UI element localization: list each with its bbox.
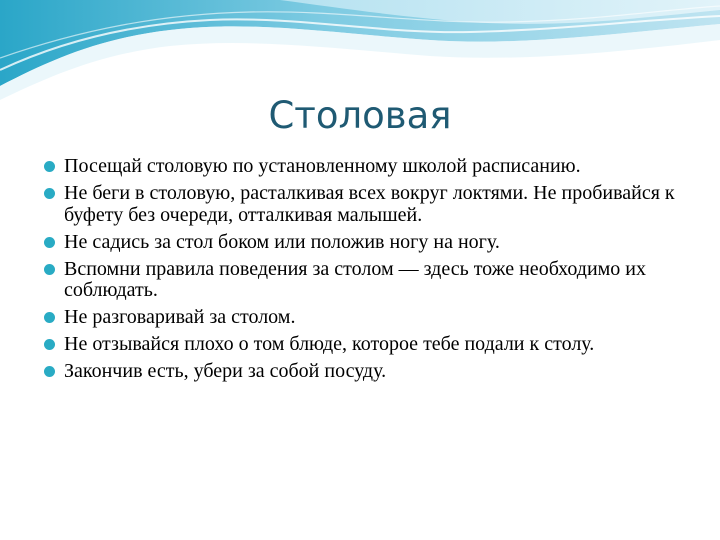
bullet-dot-icon [44,237,55,248]
bullet-dot-icon [44,366,55,377]
list-item [44,156,684,178]
list-item [44,307,684,329]
list-item [44,361,684,383]
slide-title: Столовая [268,94,452,137]
bullet-dot-icon [44,339,55,350]
bullet-dot-icon [44,312,55,323]
bullet-dot-icon [44,188,55,199]
bullet-list [44,156,684,388]
list-item [44,232,684,254]
list-item [44,183,684,226]
list-item-text: Не беги в столовую, расталкивая всех вокруг локтями. Не пробивайся к буфету без очереди, отталкивая малышей. [64,182,675,226]
list-item [44,259,684,302]
list-item-text: Не садись за стол боком или положив ногу на ногу. [64,230,500,253]
list-item-text: Закончив есть, убери за собой посуду. [64,360,387,382]
bullet-dot-icon [44,264,55,275]
list-item-text: Не разговаривай за столом. [64,306,296,328]
list-item-text: Не отзывайся плохо о том блюде, которое тебе подали к столу. [64,333,595,355]
bullet-dot-icon [44,161,55,172]
list-item-text: Вспомни правила поведения за столом — здесь тоже необходимо их соблюдать. [64,257,647,301]
list-item [44,334,684,356]
list-item-text: Посещай столовую по установленному школой расписанию. [64,155,581,177]
